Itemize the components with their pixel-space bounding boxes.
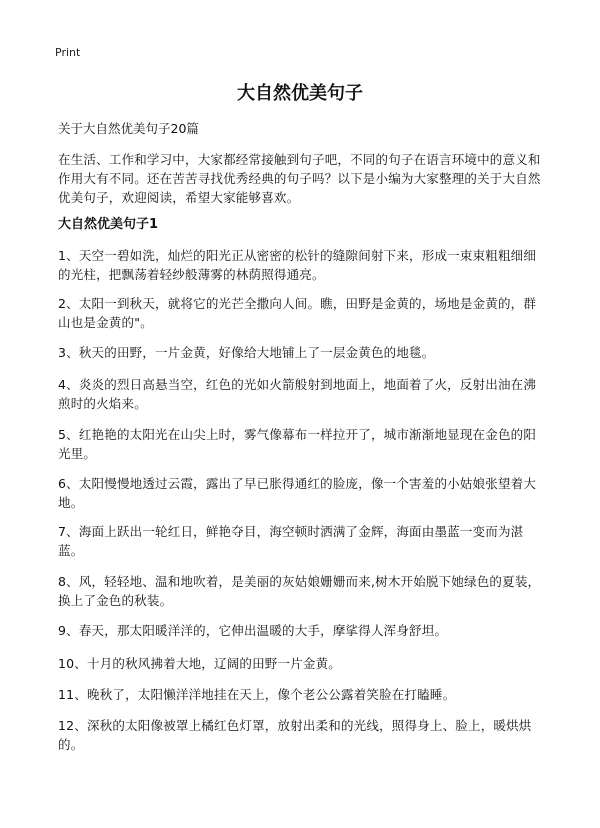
section-heading: 大自然优美句子1 [58, 217, 159, 232]
sentence-item: 11、晚秋了，太阳懒洋洋地挂在天上，像个老公公露着笑脸在打瞌睡。 [58, 687, 456, 702]
sentence-item: 4、炎炎的烈日高悬当空，红色的光如火箭般射到地面上，地面着了火，反射出油在沸煎时的火焰来。 [58, 377, 537, 411]
sentence-item: 3、秋天的田野，一片金黄，好像给大地铺上了一层金黄色的地毯。 [58, 345, 435, 360]
page-subtitle: 关于大自然优美句子20篇 [58, 121, 199, 136]
sentence-item: 6、太阳慢慢地透过云霞，露出了早已胀得通红的脸庞，像一个害羞的小姑娘张望着大地。 [58, 476, 537, 510]
print-link[interactable]: Print [55, 46, 81, 59]
sentence-item: 12、深秋的太阳像被罩上橘红色灯罩，放射出柔和的光线，照得身上、脸上，暖烘烘的。 [58, 718, 532, 752]
sentence-item: 2、太阳一到秋天，就将它的光芒全撒向人间。瞧，田野是金黄的，场地是金黄的，群山也是金黄的"。 [58, 296, 537, 330]
sentence-item: 9、春天，那太阳暖洋洋的，它伸出温暖的大手，摩挲得人浑身舒坦。 [58, 623, 448, 638]
sentence-item: 7、海面上跃出一轮红日，鲜艳夺目，海空顿时洒满了金辉，海面由墨蓝一变而为湛蓝。 [58, 524, 524, 558]
sentence-item: 1、天空一碧如洗，灿烂的阳光正从密密的松针的缝隙间射下来，形成一束束粗粗细细的光柱，把飘荡着轻纱般薄雾的林荫照得通亮。 [58, 248, 537, 282]
sentence-item: 10、十月的秋风拂着大地，辽阔的田野一片金黄。 [58, 656, 342, 671]
page-title: 大自然优美句子 [237, 83, 363, 104]
intro-paragraph: 在生活、工作和学习中，大家都经常接触到句子吧，不同的句子在语言环境中的意义和作用大有不同。还在苦苦寻找优秀经典的句子吗？以下是小编为大家整理的关于大自然优美句子，欢迎阅读，希望大家能够喜欢。 [58, 152, 541, 205]
sentence-item: 8、风，轻轻地、温和地吹着，是美丽的灰姑娘姗姗而来,树木开始脱下她绿色的夏装，换上了金色的秋装。 [58, 574, 541, 608]
sentence-item: 5、红艳艳的太阳光在山尖上时，雾气像幕布一样拉开了，城市渐渐地显现在金色的阳光里。 [58, 427, 537, 461]
